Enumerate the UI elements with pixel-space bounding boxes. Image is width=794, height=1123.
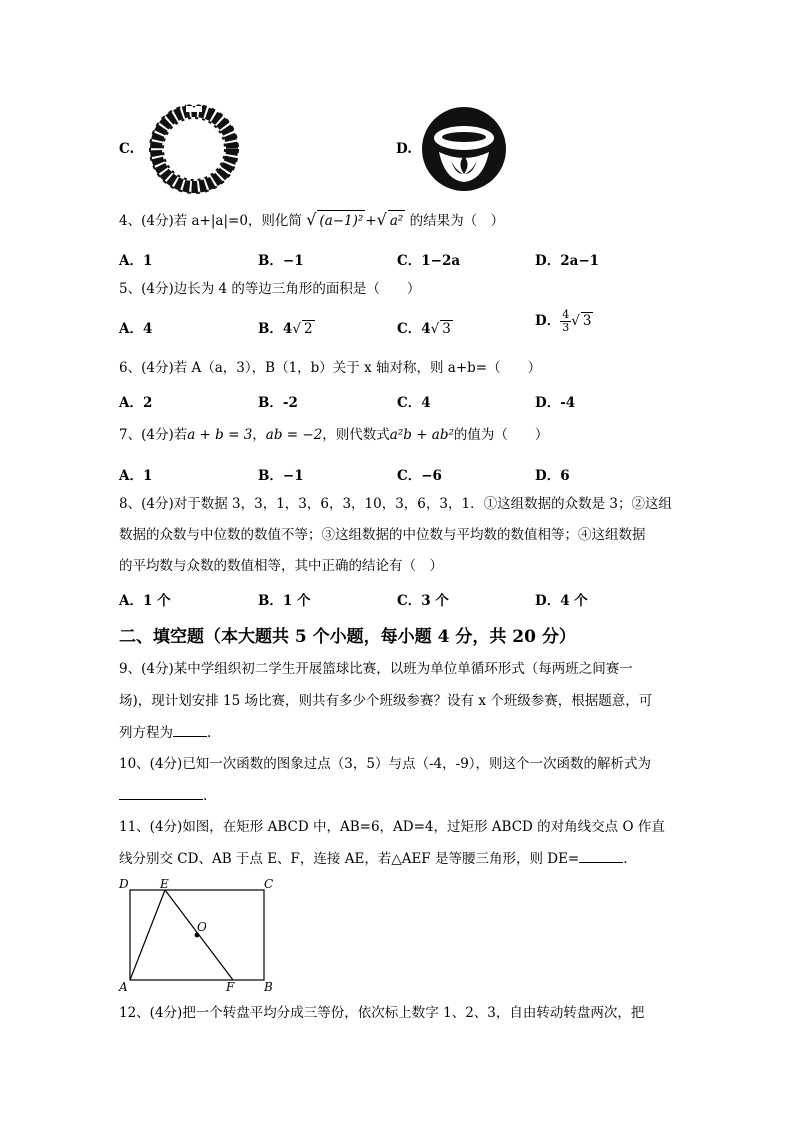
label-e: E (160, 877, 169, 891)
option-c-label: C. (119, 141, 135, 157)
label-b: B (264, 980, 273, 994)
label-c: C (264, 877, 274, 891)
q9-answer-blank[interactable] (173, 722, 207, 737)
label-f: F (226, 980, 235, 994)
question-5: 5、(4分)边长为 4 的等边三角形的面积是（ ） (119, 281, 421, 297)
label-o: O (197, 920, 207, 934)
option-d-label: D. (396, 141, 412, 157)
q4-option-d[interactable]: D．2a−1 (535, 253, 600, 269)
circular-emblem-image (421, 106, 507, 192)
q4-option-b[interactable]: B．−1 (258, 253, 304, 269)
question-6: 6、(4分)若 A（a，3），B（1，b）关于 x 轴对称，则 a+b=（ ） (119, 360, 542, 376)
q9-line-2: 场)，现计划安排 15 场比赛，则共有多少个班级参赛？设有 x 个班级参赛，根据题意，可 (119, 693, 653, 709)
q10-line-2: . (119, 785, 207, 806)
question-number: 9、(4分) (119, 661, 174, 677)
q8-line-2: 数据的众数与中位数的数值不等；③这组数据的中位数与平均数的数值相等；④这组数据 (119, 527, 646, 543)
q6-option-d[interactable]: D．-4 (535, 395, 576, 411)
q5-option-b[interactable]: B．4√ 2 (258, 321, 313, 337)
q4-option-c[interactable]: C．1−2a (397, 253, 461, 269)
q8-option-c[interactable]: C．3 个 (397, 593, 449, 609)
q7-option-b[interactable]: B．−1 (258, 468, 304, 484)
question-8: 8、(4分)对于数据 3，3，1，3，6，3，10，3，6，3，1．①这组数据的众数是 3；②这组 (119, 496, 672, 512)
question-12: 12、(4分)把一个转盘平均分成三等份，依次标上数字 1、2、3，自由转动转盘两次，把 (119, 1005, 645, 1021)
question-number: 4、(4分) (119, 213, 174, 229)
question-9: 9、(4分)某中学组织初二学生开展篮球比赛，以班为单位单循环形式（每两班之间赛一 (119, 661, 633, 677)
q8-option-d[interactable]: D．4 个 (535, 593, 588, 609)
laurel-wreath-image (146, 102, 242, 196)
q7-option-d[interactable]: D．6 (535, 468, 570, 484)
question-number: 7、(4分) (119, 427, 174, 443)
q5-option-d[interactable]: D． $\frac{4}{3}$ √ 3 (535, 308, 592, 334)
q10-answer-blank[interactable] (119, 785, 203, 800)
q9-line-3: 列方程为 . (119, 722, 211, 743)
question-number: 10、(4分) (119, 756, 183, 772)
question-11: 11、(4分)如图，在矩形 ABCD 中，AB=6，AD=4，过矩形 ABCD 的对角线交点 O 作直 (119, 819, 665, 835)
q7-option-a[interactable]: A．1 (119, 468, 153, 484)
question-number: 11、(4分) (119, 819, 183, 835)
q6-option-b[interactable]: B．-2 (258, 395, 298, 411)
question-number: 5、(4分) (119, 281, 174, 297)
q5-option-a[interactable]: A．4 (119, 321, 153, 337)
question-10: 10、(4分)已知一次函数的图象过点（3，5）与点（-4，-9），则这个一次函数的解析式为 (119, 756, 652, 772)
q8-option-a[interactable]: A．1 个 (119, 593, 171, 609)
q8-option-b[interactable]: B．1 个 (258, 593, 311, 609)
question-4: 4、(4分)若 a+|a|=0，则化简 √ (a−1)² +√ a² 的结果为（ ） (119, 210, 505, 229)
q6-option-c[interactable]: C．4 (397, 395, 431, 411)
segment-ae (130, 890, 165, 980)
section-title: 二、填空题（本大题共 5 个小题，每小题 4 分，共 20 分） (119, 627, 576, 647)
question-number: 8、(4分) (119, 496, 174, 512)
question-number: 12、(4分) (119, 1005, 183, 1021)
question-7: 7、(4分)若a + b = 3，ab = −2，则代数式a²b + ab²的值为（ ） (119, 427, 549, 443)
q5-option-c[interactable]: C．4√ 3 (397, 321, 451, 337)
question-number: 6、(4分) (119, 360, 174, 376)
q6-option-a[interactable]: A．2 (119, 395, 153, 411)
q4-option-a[interactable]: A．1 (119, 253, 153, 269)
rectangle-figure (116, 876, 286, 994)
q11-line-2: 线分别交 CD、AB 于点 E、F，连接 AE，若△AEF 是等腰三角形，则 DE= ． (119, 848, 637, 869)
q8-line-3: 的平均数与众数的数值相等，其中正确的结论有（ ） (119, 558, 443, 574)
label-d: D (119, 877, 129, 891)
q11-answer-blank[interactable] (579, 848, 623, 863)
q7-option-c[interactable]: C．−6 (397, 468, 442, 484)
label-a: A (119, 980, 128, 994)
